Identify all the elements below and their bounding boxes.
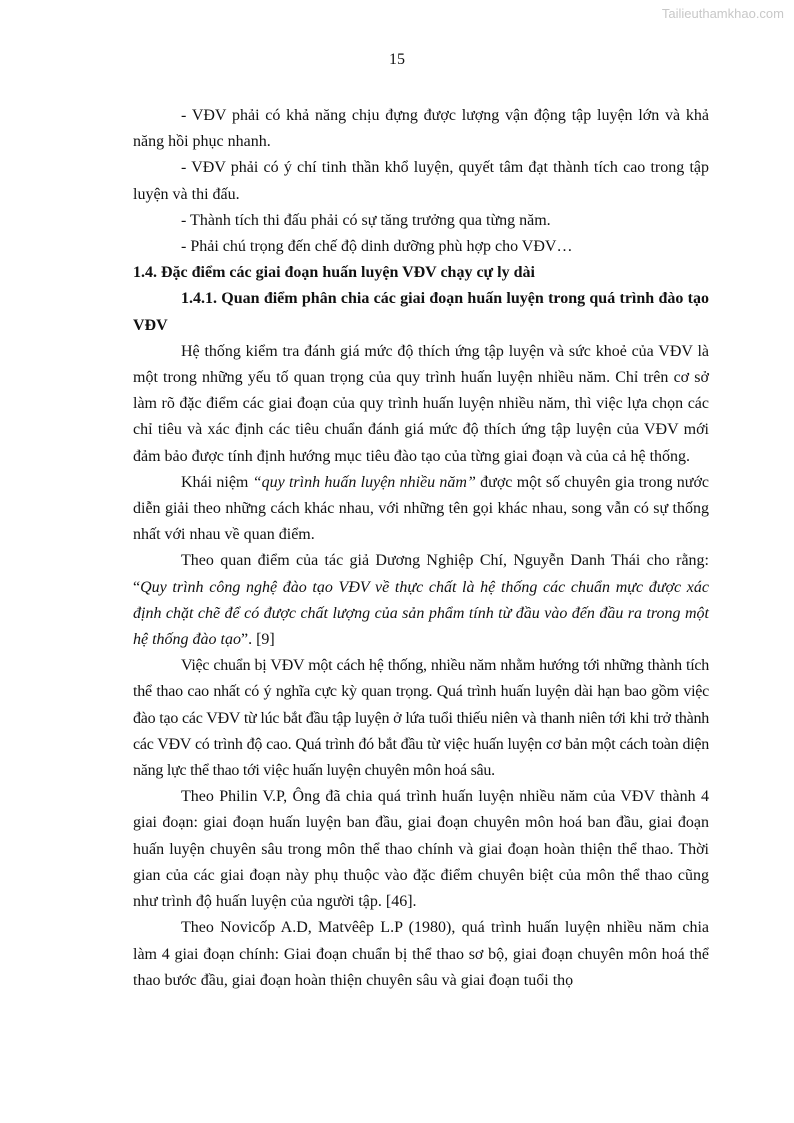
- paragraph: Việc chuẩn bị VĐV một cách hệ thống, nhiều năm nhằm hướng tới những thành tích thể thao cao nhất có ý nghĩa cực kỳ quan trọng. Quá trình huấn luyện dài hạn bao gồm việc đào tạo các VĐV từ lúc bắt đầu tập luyện ở lứa tuổi thiếu niên và thanh niên tới khi trở thành các VĐV có trình độ cao. Quá trình đó bắt đầu từ việc huấn luyện cơ bản một cách toàn diện năng lực thể thao tới việc huấn luyện chuyên môn hoá sâu.: [133, 657, 709, 780]
- bullet-item: - VĐV phải có ý chí tinh thần khổ luyện, quyết tâm đạt thành tích cao trong tập luyện và thi đấu.: [133, 159, 709, 203]
- bullet-item: - VĐV phải có khả năng chịu đựng được lượng vận động tập luyện lớn và khả năng hồi phục nhanh.: [133, 107, 709, 151]
- page-number: 15: [389, 51, 405, 68]
- citation: ”. [9]: [241, 631, 275, 649]
- bullet-item: - Thành tích thi đấu phải có sự tăng trưởng qua từng năm.: [181, 211, 551, 229]
- watermark: Tailieuthamkhao.com: [661, 6, 784, 21]
- italic-term: “quy trình huấn luyện nhiều năm”: [252, 473, 476, 491]
- paragraph: Theo Novicốp A.D, Matvêêp L.P (1980), quá trình huấn luyện nhiều năm chia làm 4 giai đoạn chính: Giai đoạn chuẩn bị thể thao sơ bộ, giai đoạn chuyên môn hoá thể thao bước đầu, giai đoạn hoàn thiện chuyên sâu và giai đoạn tuổi thọ: [133, 919, 709, 989]
- paragraph: [133, 548, 709, 653]
- paragraph: [133, 470, 709, 549]
- bullet-item: - Phải chú trọng đến chế độ dinh dưỡng phù hợp cho VĐV…: [181, 238, 573, 256]
- subsection-heading: 1.4.1. Quan điểm phân chia các giai đoạn huấn luyện trong quá trình đào tạo VĐV: [133, 290, 709, 334]
- paragraph-text: được một số chuyên gia trong nước diễn giải theo những cách khác nhau, với những tên gọi khác nhau, song vẫn có sự thống nhất với nhau về quan điểm.: [133, 473, 710, 544]
- paragraph: Theo Philin V.P, Ông đã chia quá trình huấn luyện nhiều năm của VĐV thành 4 giai đoạn: giai đoạn huấn luyện ban đầu, giai đoạn chuyên môn hoá ban đầu, giai đoạn huấn luyện chuyên sâu trong môn thể thao chính và giai đoạn hoàn thiện thể thao. Thời gian của các giai đoạn này phụ thuộc vào đặc điểm chuyên biệt của môn thể thao cũng như trình độ huấn luyện của người tập. [46].: [133, 788, 709, 911]
- paragraph-text: Theo quan điểm của tác giả Dương Nghiệp Chí, Nguyễn Danh Thái cho rằng: “: [133, 552, 709, 596]
- section-heading: 1.4. Đặc điểm các giai đoạn huấn luyện VĐV chạy cự ly dài: [133, 264, 535, 282]
- italic-quote: Quy trình công nghệ đào tạo VĐV về thực chất là hệ thống các chuẩn mực được xác định chặt chẽ để có được chất lượng của sản phẩm tính từ đầu vào đến đầu ra trong một hệ thống đào tạo: [133, 578, 709, 649]
- paragraph: Hệ thống kiểm tra đánh giá mức độ thích ứng tập luyện và sức khoẻ của VĐV là một trong những yếu tố quan trọng của quy trình huấn luyện nhiều năm. Chỉ trên cơ sở làm rõ đặc điểm các giai đoạn của quy trình huấn luyện nhiều năm, thì việc lựa chọn các chỉ tiêu và xác định các tiêu chuẩn đánh giá mức độ thích ứng tập luyện của VĐV mới đảm bảo được tính định hướng mục tiêu đào tạo của từng giai đoạn và của cả hệ thống.: [133, 342, 709, 465]
- paragraph-text: Khái niệm: [181, 473, 253, 491]
- document-body: [133, 103, 709, 994]
